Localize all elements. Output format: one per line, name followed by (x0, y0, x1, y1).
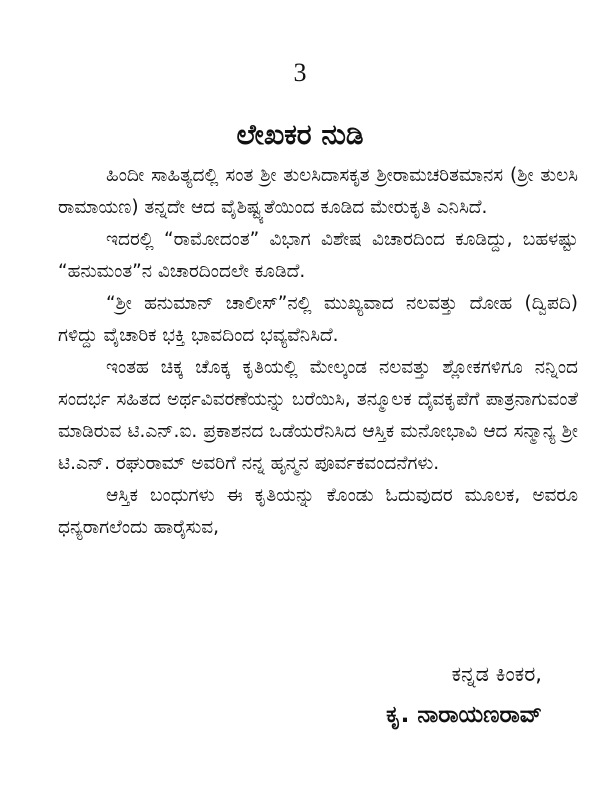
preface-body (58, 160, 578, 544)
page-title: ಲೇಖಕರ ನುಡಿ (236, 118, 364, 151)
paragraph-2: ಇದರಲ್ಲಿ “ರಾಮೋದಂತ” ವಿಭಾಗ ವಿಶೇಷ ವಿಚಾರದಿಂದ ಕೂಡಿದ್ದು, ಬಹಳಷ್ಟು “ಹನುಮಂತ”ನ ವಿಚಾರದಿಂದಲೇ ಕೂಡಿದೆ. (58, 229, 578, 282)
signature-name: ಕೃ. ನಾರಾಯಣರಾವ್ (386, 702, 542, 728)
paragraph-3: “ಶ್ರೀ ಹನುಮಾನ್ ಚಾಲೀಸ್”ನಲ್ಲಿ ಮುಖ್ಯವಾದ ನಲವತ್ತು ದೋಹ (ದ್ವಿಪದಿ) ಗಳಿದ್ದು ವೈಚಾರಿಕ ಭಕ್ತಿ ಭಾವದಿಂದ ಭವ್ಯವೆನಿಸಿದೆ. (58, 293, 578, 346)
signature-place: ಕನ್ನಡ ಕಿಂಕರ, (451, 662, 542, 686)
page-number: 3 (293, 58, 307, 87)
paragraph-4: ಇಂತಹ ಚಿಕ್ಕ ಚೊಕ್ಕ ಕೃತಿಯಲ್ಲಿ ಮೇಲ್ಕಂಡ ನಲವತ್ತು ಶ್ಲೋಕಗಳಿಗೂ ನನ್ನಿಂದ ಸಂದರ್ಭ ಸಹಿತದ ಅರ್ಥವಿವರಣೆಯನ್ನು ಬರೆಯಿಸಿ, ತನ್ಮೂಲಕ ದೈವಕೃಪೆಗೆ ಪಾತ್ರನಾಗುವಂತೆ ಮಾಡಿರುವ ಟಿ.ಎನ್.ಐ. ಪ್ರಕಾಶನದ ಒಡೆಯರೆನಿಸಿದ ಆಸ್ತಿಕ ಮನೋಭಾವಿ ಆದ ಸನ್ಮಾನ್ಯ ಶ್ರೀ ಟಿ.ಎನ್. ರಘುರಾಮ್ ಅವರಿಗೆ ನನ್ನ ಹೃನ್ಮನ ಪೂರ್ವಕವಂದನೆಗಳು. (58, 357, 578, 474)
paragraph-1: ಹಿಂದೀ ಸಾಹಿತ್ಯದಲ್ಲಿ ಸಂತ ಶ್ರೀ ತುಲಸಿದಾಸಕೃತ ಶ್ರೀರಾಮಚರಿತಮಾನಸ (ಶ್ರೀ ತುಲಸಿ ರಾಮಾಯಣ) ತನ್ನದೇ ಆದ ವೈಶಿಷ್ಟ್ಯತೆಯಿಂದ ಕೂಡಿದ ಮೇರುಕೃತಿ ಎನಿಸಿದೆ. (58, 165, 578, 218)
paragraph-5: ಆಸ್ತಿಕ ಬಂಧುಗಳು ಈ ಕೃತಿಯನ್ನು ಕೊಂಡು ಓದುವುದರ ಮೂಲಕ, ಅವರೂ ಧನ್ಯರಾಗಲೆಂದು ಹಾರೈಸುವ, (58, 485, 578, 538)
